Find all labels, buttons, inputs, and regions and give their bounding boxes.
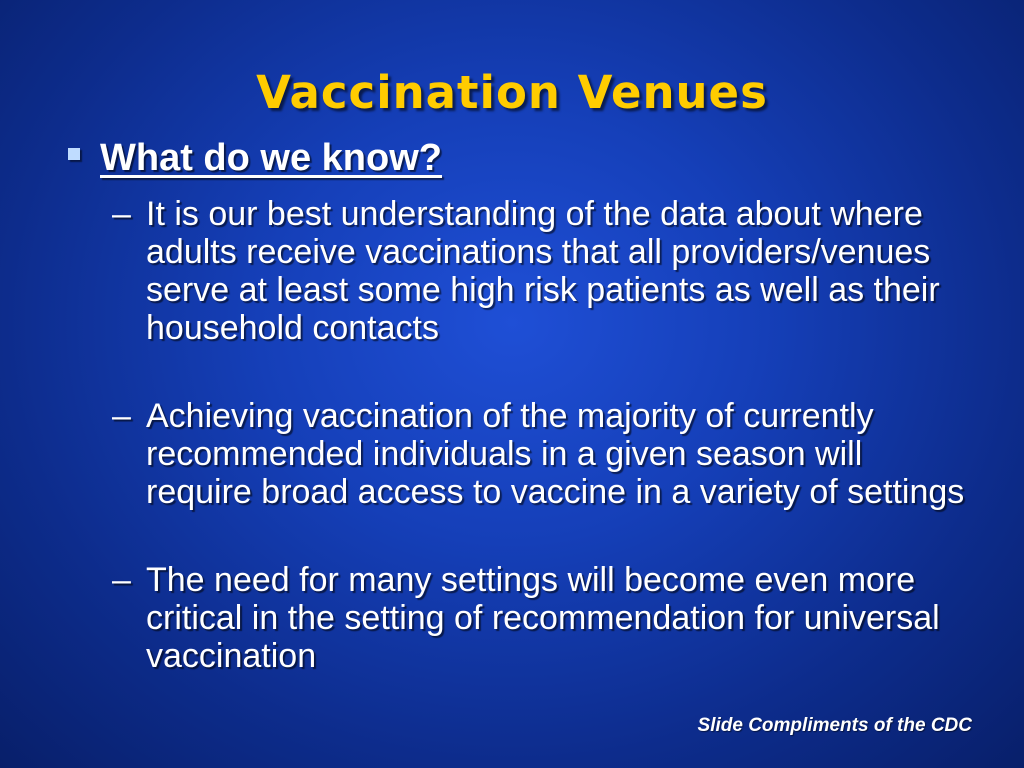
sub-point-text: The need for many settings will become even more critical in the setting of recommendation for universal vaccination (146, 561, 940, 675)
dash-bullet-icon: – (112, 195, 131, 233)
dash-bullet-icon: – (112, 561, 131, 599)
slide-credit: Slide Compliments of the CDC (697, 715, 972, 736)
sub-point-text: It is our best understanding of the data about where adults receive vaccinations that all providers/venues serve at least some high risk patients as well as their household contacts (146, 195, 940, 347)
section-heading: What do we know? (100, 137, 442, 179)
slide-title: Vaccination Venues (256, 66, 768, 119)
sub-point-2 (112, 397, 976, 511)
sub-point-text: Achieving vaccination of the majority of currently recommended individuals in a given season will require broad access to vaccine in a variety of settings (146, 397, 965, 511)
sub-point-1 (112, 195, 976, 347)
sub-point-3 (112, 561, 976, 675)
square-bullet-icon (68, 148, 80, 160)
dash-bullet-icon: – (112, 397, 131, 435)
